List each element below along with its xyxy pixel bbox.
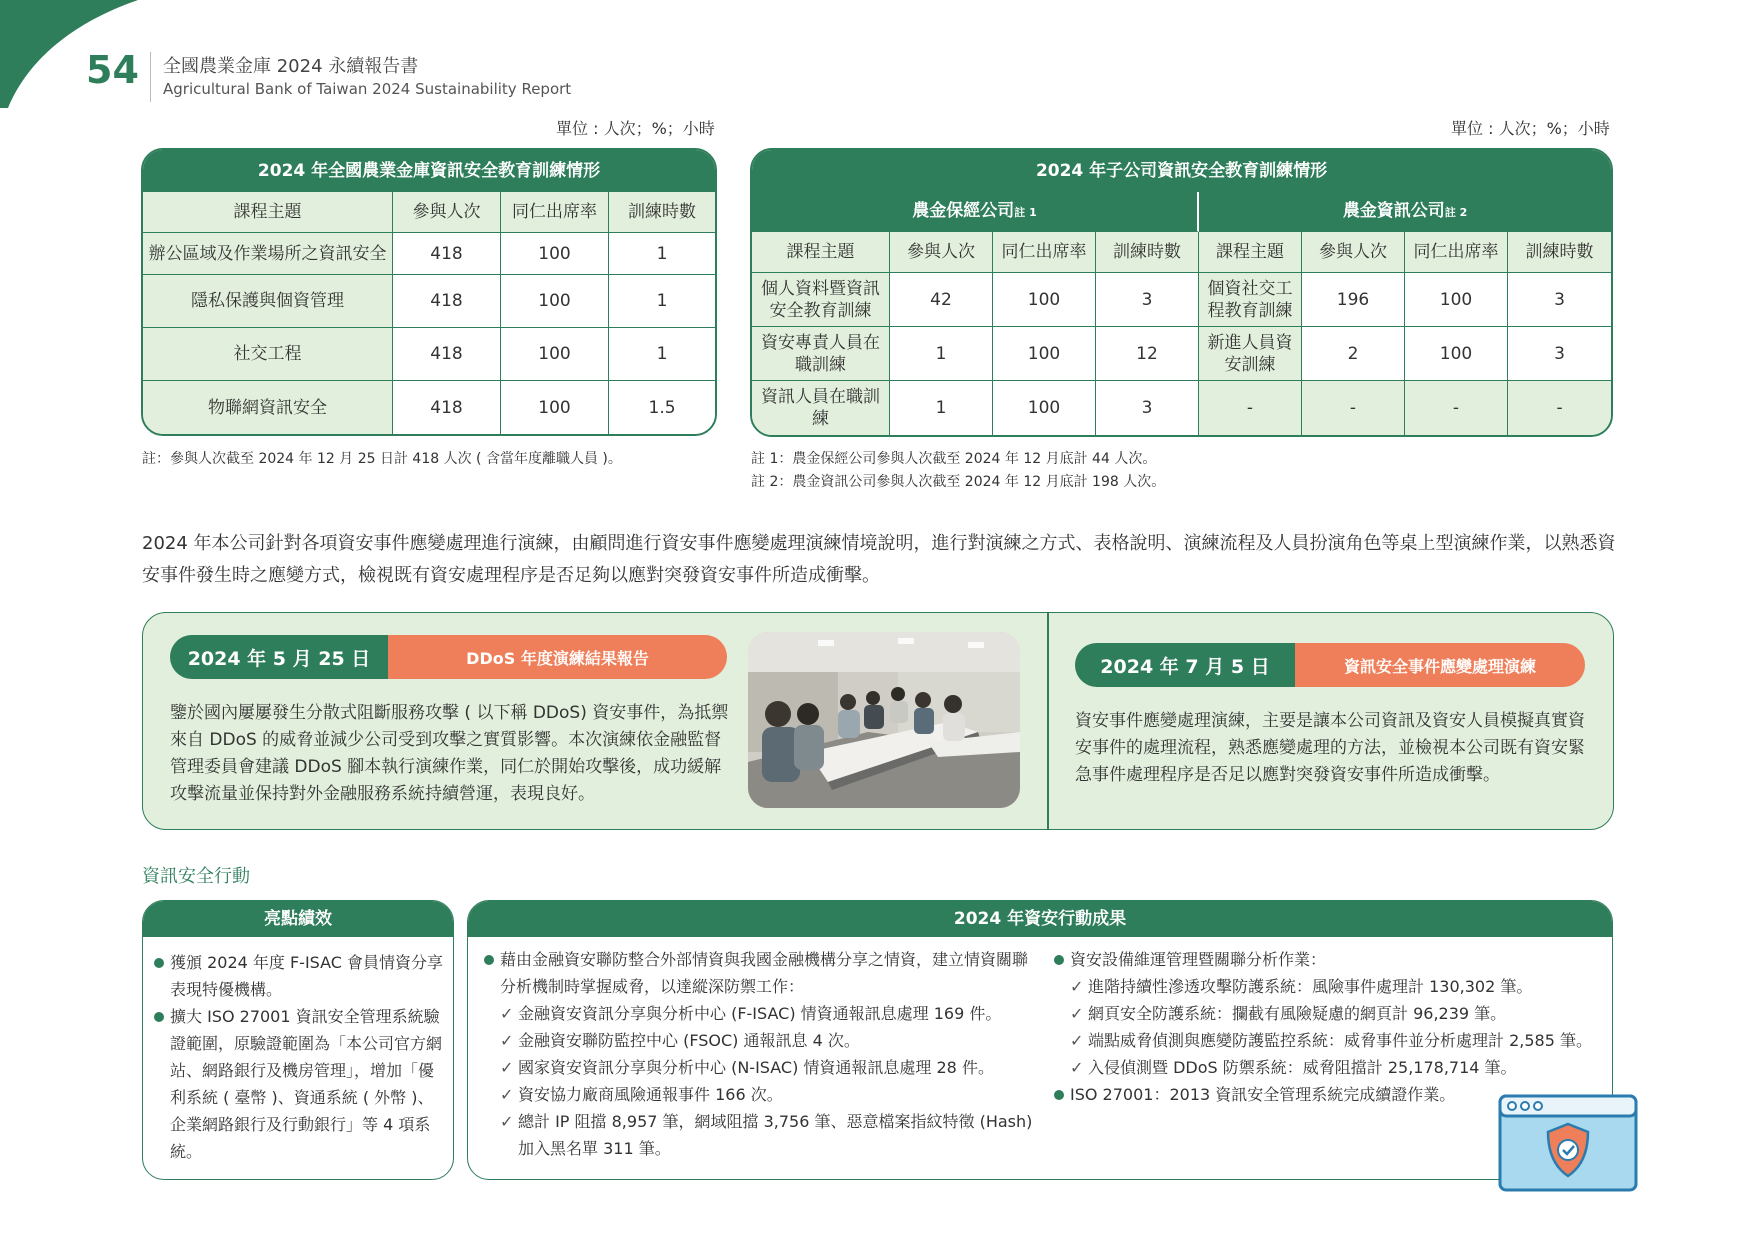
sub1-label: 農金保經公司	[912, 200, 1015, 221]
check-item: ✓ 總計 IP 阻擋 8,957 筆，網域阻擋 3,756 筆、惡意檔案指紋特徵 (Hash) 加入黑名單 311 筆。	[500, 1108, 1034, 1162]
table2-header: 訓練時數	[1508, 232, 1611, 273]
table2-cell: 3	[1508, 273, 1611, 327]
drill1-title: DDoS 年度演練結果報告	[388, 635, 727, 679]
list-item: ISO 27001：2013 資訊安全管理系統完成續證作業。	[1054, 1081, 1609, 1108]
table1-cell: 辦公區域及作業場所之資訊安全	[143, 233, 393, 275]
shield-check-window-icon	[1496, 1092, 1640, 1194]
check-item: ✓ 端點威脅偵測與應變防護監控系統：威脅事件並分析處理計 2,585 筆。	[1070, 1027, 1609, 1054]
table1-cell: 100	[501, 275, 609, 328]
check-item: ✓ 資安協力廠商風險通報事件 166 次。	[500, 1081, 1034, 1108]
table2-cell: 新進人員資安訓練	[1199, 327, 1302, 381]
check-item: ✓ 國家資安資訊分享與分析中心 (N-ISAC) 情資通報訊息處理 28 件。	[500, 1054, 1034, 1081]
table2-title: 2024 年子公司資訊安全教育訓練情形	[752, 150, 1611, 192]
table-row	[143, 275, 715, 328]
page-number: 54	[86, 48, 139, 92]
sub2-label: 農金資訊公司	[1342, 200, 1445, 221]
table1-cell: 隱私保護與個資管理	[143, 275, 393, 328]
table1-cell: 1.5	[609, 381, 715, 434]
table2-cell: 資訊人員在職訓練	[752, 381, 890, 435]
table1-cell: 1	[609, 233, 715, 275]
table2-cell: 個資社交工程教育訓練	[1199, 273, 1302, 327]
sub2-note-mark: 註 2	[1444, 205, 1468, 219]
table-row	[752, 327, 1611, 381]
table2-cell: -	[1508, 381, 1611, 435]
table1-cell: 社交工程	[143, 328, 393, 381]
drill-intro-paragraph: 2024 年本公司針對各項資安事件應變處理進行演練，由顧問進行資安事件應變處理演練情境說明，進行對演練之方式、表格說明、演練流程及人員扮演角色等桌上型演練作業，以熟悉資安事件發生時之應變方式，檢視既有資安處理程序是否足夠以應對突發資安事件所造成衝擊。	[142, 533, 1616, 586]
list-item: 擴大 ISO 27001 資訊安全管理系統驗證範圍，原驗證範圍為「本公司官方網站、網路銀行及機房管理」，增加「優利系統 ( 臺幣 )、資通系統 ( 外幣 )、企業網路銀行及行動銀行」等 4 項系統。	[154, 1003, 444, 1165]
table1-cell: 418	[393, 275, 501, 328]
check-item: ✓ 入侵偵測暨 DDoS 防禦系統：威脅阻擋計 25,178,714 筆。	[1070, 1054, 1609, 1081]
table2-cell: 3	[1508, 327, 1611, 381]
table2-subheader-it	[1199, 192, 1611, 232]
table1-cell: 1	[609, 328, 715, 381]
table2-cell: 100	[1405, 273, 1508, 327]
table1-header: 同仁出席率	[501, 192, 609, 233]
table2-header: 參與人次	[890, 232, 993, 273]
table2-header: 同仁出席率	[993, 232, 1096, 273]
table2-cell: 2	[1302, 327, 1405, 381]
table2-note1: 註 1：農金保經公司參與人次截至 2024 年 12 月底計 44 人次。	[751, 451, 1157, 467]
list-item: 藉由金融資安聯防整合外部情資與我國金融機構分享之情資，建立情資關聯分析機制時掌握威脅，以達縱深防禦工作：	[484, 946, 1034, 1000]
table2-cell: 42	[890, 273, 993, 327]
table-row	[143, 233, 715, 275]
table1-cell: 100	[501, 328, 609, 381]
sub1-note-mark: 註 1	[1014, 205, 1037, 219]
table2-cell: 12	[1096, 327, 1199, 381]
table1-cell: 1	[609, 275, 715, 328]
table2-cell: -	[1302, 381, 1405, 435]
table2-cell: 196	[1302, 273, 1405, 327]
table1	[141, 148, 717, 436]
table1-cell: 418	[393, 381, 501, 434]
check-item: ✓ 金融資安聯防監控中心 (FSOC) 通報訊息 4 次。	[500, 1027, 1034, 1054]
table2-cell: 3	[1096, 273, 1199, 327]
drill2-date: 2024 年 7 月 5 日	[1075, 643, 1295, 687]
table1-note: 註：參與人次截至 2024 年 12 月 25 日計 418 人次 ( 含當年度離職人員 )。	[142, 451, 622, 467]
table2-header: 課程主題	[752, 232, 890, 273]
table2-cell: -	[1199, 381, 1302, 435]
table1-title: 2024 年全國農業金庫資訊安全教育訓練情形	[143, 150, 715, 192]
drill-divider	[1047, 612, 1049, 830]
table2-cell: 100	[993, 381, 1096, 435]
list-item: 資安設備維運管理暨關聯分析作業：	[1054, 946, 1609, 973]
table2-cell: -	[1405, 381, 1508, 435]
highlights-title: 亮點績效	[143, 901, 453, 937]
table1-cell: 100	[501, 381, 609, 434]
table1-cell: 418	[393, 233, 501, 275]
table2-header: 參與人次	[1302, 232, 1405, 273]
drill2-text: 資安事件應變處理演練，主要是讓本公司資訊及資安人員模擬真實資安事件的處理流程，熟悉應變處理的方法，並檢視本公司既有資安緊急事件處理程序是否足以應對突發資安事件所造成衝擊。	[1075, 711, 1585, 785]
table1-cell: 100	[501, 233, 609, 275]
header-divider	[150, 52, 151, 102]
section-title: 資訊安全行動	[142, 866, 250, 887]
drill2-title: 資訊安全事件應變處理演練	[1295, 643, 1585, 687]
check-item: ✓ 網頁安全防護系統：攔截有風險疑慮的網頁計 96,239 筆。	[1070, 1000, 1609, 1027]
table2-header: 訓練時數	[1096, 232, 1199, 273]
drill1-date: 2024 年 5 月 25 日	[170, 635, 388, 679]
table2-cell: 100	[993, 327, 1096, 381]
meeting-photo	[748, 632, 1020, 808]
table1-cell: 物聯網資訊安全	[143, 381, 393, 434]
table2-cell: 個人資料暨資訊安全教育訓練	[752, 273, 890, 327]
table2-header: 課程主題	[1199, 232, 1302, 273]
drill1-text: 鑒於國內屢屢發生分散式阻斷服務攻擊 ( 以下稱 DDoS) 資安事件，為抵禦來自 DDoS 的威脅並減少公司受到攻擊之實質影響。本次演練依金融監督管理委員會建議 DDoS 腳本執行演練作業，同仁於開始攻擊後，成功緩解攻擊流量並保持對外金融服務系統持續營運，表現良好。	[170, 703, 729, 804]
table2-cell: 1	[890, 381, 993, 435]
table2-cell: 資安專責人員在職訓練	[752, 327, 890, 381]
results-list-2	[1054, 946, 1609, 1108]
report-title-en: Agricultural Bank of Taiwan 2024 Sustainability Report	[163, 80, 572, 98]
results-title: 2024 年資安行動成果	[468, 901, 1612, 937]
table2-cell: 100	[993, 273, 1096, 327]
table1-header: 參與人次	[393, 192, 501, 233]
check-item: ✓ 金融資安資訊分享與分析中心 (F-ISAC) 情資通報訊息處理 169 件。	[500, 1000, 1034, 1027]
table1-header: 訓練時數	[609, 192, 715, 233]
report-title-zh: 全國農業金庫 2024 永續報告書	[163, 56, 419, 77]
table2-cell: 100	[1405, 327, 1508, 381]
table-row	[143, 328, 715, 381]
drill2-heading	[1075, 643, 1585, 687]
check-item: ✓ 進階持續性滲透攻擊防護系統：風險事件處理計 130,302 筆。	[1070, 973, 1609, 1000]
table2-header: 同仁出席率	[1405, 232, 1508, 273]
table2-cell: 1	[890, 327, 993, 381]
table-row	[752, 273, 1611, 327]
table1-header: 課程主題	[143, 192, 393, 233]
table2	[750, 148, 1613, 437]
list-item: 獲頒 2024 年度 F-ISAC 會員情資分享表現特優機構。	[154, 949, 444, 1003]
drill1-heading	[170, 635, 727, 679]
highlights-list	[154, 949, 444, 1165]
table2-subheader-insurance	[752, 192, 1199, 232]
table-row	[143, 381, 715, 434]
table2-cell: 3	[1096, 381, 1199, 435]
table1-cell: 418	[393, 328, 501, 381]
results-list-1	[484, 946, 1034, 1162]
table2-unit: 單位 : 人次；%；小時	[1451, 119, 1610, 138]
table2-note2: 註 2：農金資訊公司參與人次截至 2024 年 12 月底計 198 人次。	[751, 474, 1166, 490]
table-row	[752, 381, 1611, 435]
table1-unit: 單位 : 人次；%；小時	[556, 119, 715, 138]
